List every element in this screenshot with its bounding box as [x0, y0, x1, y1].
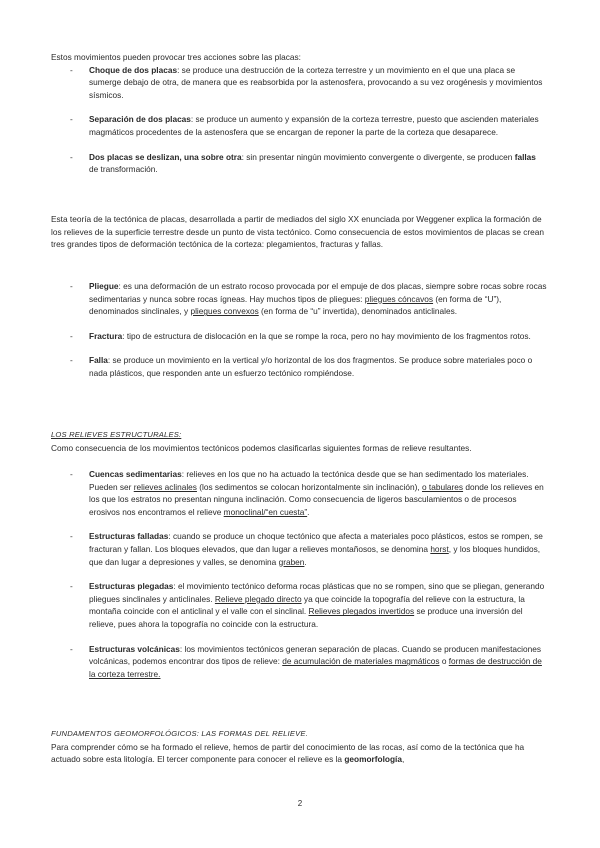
term: Choque de dos placas — [89, 64, 178, 75]
list-item: - Falla: se produce un movimiento en la vertical y/o horizontal de los dos fragmentos. Se produce sobre materiales poco o nada plásticos, que responden ante un esfuerzo tectónico rompiéndose. — [51, 354, 547, 379]
section-heading: LOS RELIEVES ESTRUCTURALES: — [51, 430, 182, 439]
relieves-list — [51, 468, 547, 680]
acciones-list — [51, 64, 547, 176]
relieves-list-section — [51, 468, 547, 680]
page-number: 2 — [297, 799, 303, 808]
list-item: - Cuencas sedimentarias: relieves en los que no ha actuado la tectónica desde que se han sedimentado los materiales. Pueden ser relieves aclinales (los sedimentos se colocan horizontalmente sin inclinación), o tabulares donde los relieves en los que los estratos no presentan ninguna inclinación. Como consecuencia de ligeros basculamientos o de procesos erosivos nos encontramos el relieve monoclinal/“en cuesta”. — [51, 468, 547, 518]
term: Estructuras plegadas — [89, 581, 174, 592]
term: Falla — [89, 355, 108, 366]
list-item: - Pliegue: es una deformación de un estrato rocoso provocada por el empuje de dos placas, siempre sobre rocas sobre rocas sedimentarias y nunca sobre rocas ígneas. Hay muchos tipos de pliegues: pliegues cóncavos (en forma de “U”), denominados sinclinales, y pliegues convexos (en forma de “u” invertida), denominados anticlinales. — [51, 280, 547, 318]
list-item: - Separación de dos placas: se produce un aumento y expansión de la corteza terrestre, puesto que ascienden materiales magmáticos procedentes de la astenosfera que se encargan de reponer la parte de la corteza que desaparece. — [51, 113, 547, 138]
term: Dos placas se deslizan, una sobre otra — [89, 151, 242, 162]
term: Cuencas sedimentarias — [89, 469, 182, 479]
teoria-paragraph: Esta teoría de la tectónica de placas, desarrollada a partir de mediados del siglo XX enunciada por Weggener explica la formación de los relieves de la superficie terrestre desde un punto de vista tectónico. Como consecuencia de estos movimientos de placas se crean tres grandes tipos de deformación tectónica de la corteza: plegamientos, fracturas y fallas. — [51, 214, 545, 250]
intro-paragraph: Estos movimientos pueden provocar tres acciones sobre las placas: — [51, 52, 301, 62]
term: fallas — [514, 151, 536, 162]
list-item: - Estructuras plegadas: el movimiento tectónico deforma rocas plásticas que no se rompen, sino que se pliegan, generando pliegues sinclinales y anticlinales. Relieve plegado directo ya que coincide la topografía del relieve con la estructura, la montaña coincide con el anticlinal y el valle con el sinclinal. Relieves plegados invertidos se produce una inversión del relieve, pues ahora la topografía no coincide con la estructura. — [51, 580, 547, 630]
list-item: - Estructuras falladas: cuando se produce un choque tectónico que afecta a materiales poco plásticos, estos se rompen, se fracturan y fallan. Los bloques elevados, que dan lugar a relieves montañosos, se denomina horst, y los bloques hundidos, que dan lugar a depresiones y valles, se denomina graben. — [51, 530, 547, 568]
term: Pliegue — [89, 281, 119, 291]
term: Separación de dos placas — [89, 114, 191, 125]
deformaciones-section — [51, 280, 547, 380]
acciones-section — [51, 51, 547, 176]
list-item: - Estructuras volcánicas: los movimientos tectónicos generan separación de placas. Cuando se producen manifestaciones volcánicas, podemos encontrar dos tipos de relieve: de acumulación de materiales magmáticos o formas de destrucción de la corteza terrestre. — [51, 643, 547, 681]
list-item: - Choque de dos placas: se produce una destrucción de la corteza terrestre y un movimiento en el que una placa se sumerge debajo de otra, de manera que es reabsorbida por la astenosfera, provocando a su vez orogénesis y movimientos sísmicos. — [51, 64, 547, 102]
teoria-section — [51, 213, 547, 251]
term: Fractura — [89, 330, 123, 341]
fundamentos-paragraph: Para comprender cómo se ha formado el relieve, hemos de partir del conocimiento de las rocas, así como de la tectónica que ha actuado sobre esta litología. El tercer componente para conocer el relieve es la geomorfología, — [51, 741, 525, 765]
list-item: - Dos placas se deslizan, una sobre otra: sin presentar ningún movimiento convergente o divergente, se producen fallas de transformación. — [51, 151, 547, 176]
fundamentos-section — [51, 728, 547, 766]
relieves-intro: Como consecuencia de los movimientos tectónicos podemos clasificarlas siguientes formas de relieve resultantes. — [51, 442, 472, 453]
term: Estructuras volcánicas — [89, 643, 180, 654]
section-heading: FUNDAMENTOS GEOMORFOLÓGICOS: LAS FORMAS DEL RELIEVE. — [51, 729, 308, 738]
list-item: - Fractura: tipo de estructura de dislocación en la que se rompe la roca, pero no hay movimiento de los fragmentos rotos. — [51, 330, 547, 343]
relieves-section — [51, 429, 547, 454]
deformaciones-list — [51, 280, 547, 380]
term: Estructuras falladas — [89, 531, 169, 542]
